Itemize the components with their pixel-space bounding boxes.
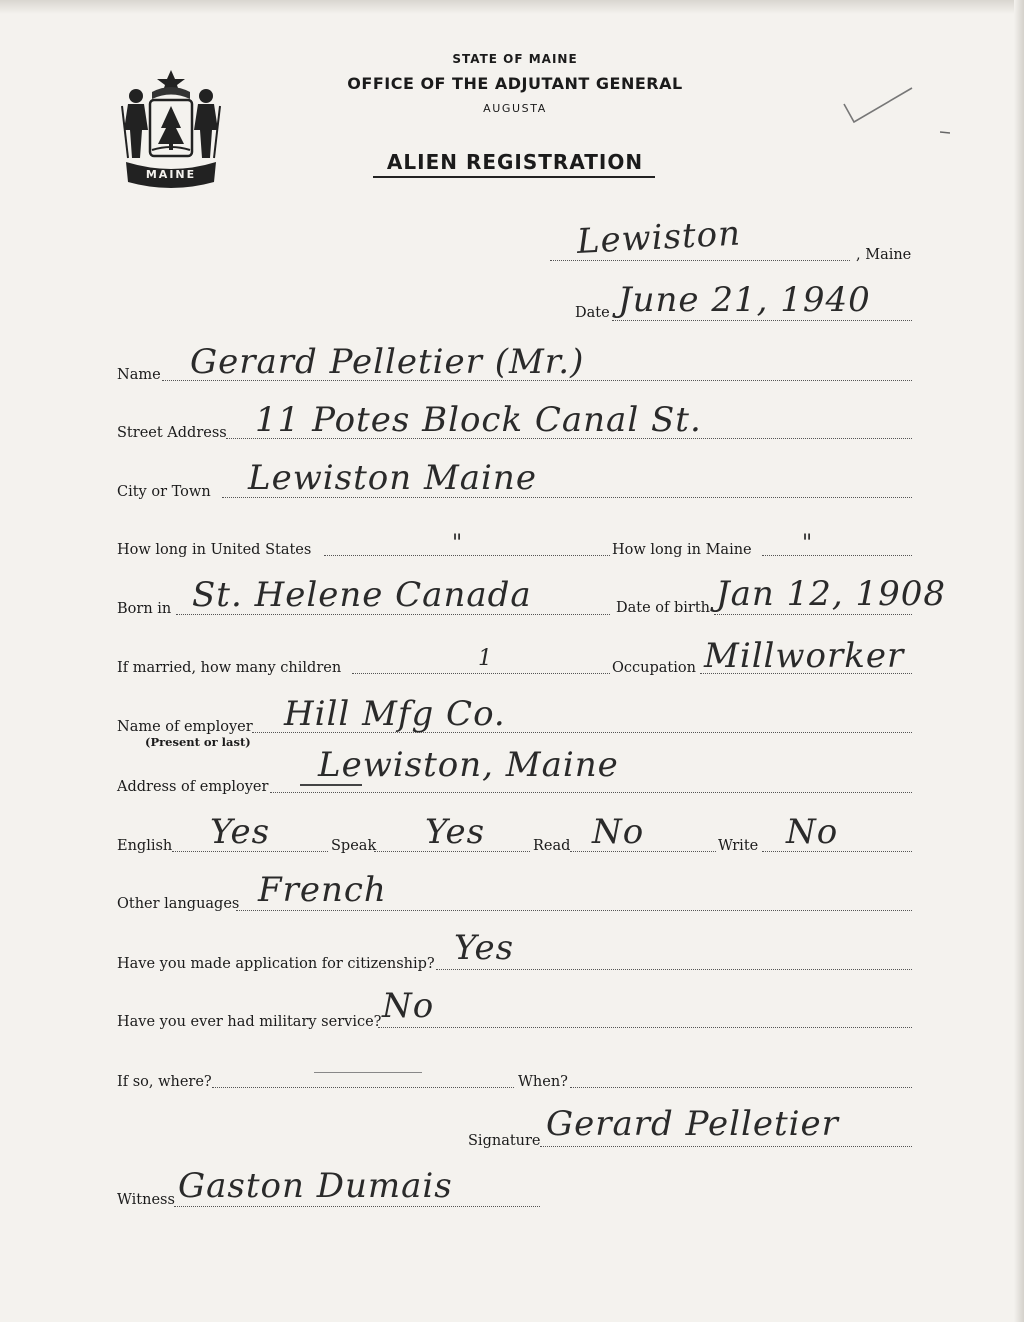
street-entry: 11 Potes Block Canal St. bbox=[255, 400, 702, 440]
ink-speck bbox=[940, 130, 950, 134]
read-label: Read bbox=[533, 838, 571, 854]
date-of-birth-label: Date of birth bbox=[616, 600, 711, 616]
place-suffix-label: , Maine bbox=[856, 247, 912, 263]
how-long-us-label: How long in United States bbox=[117, 542, 312, 558]
how-long-us-line bbox=[324, 555, 610, 556]
how-long-maine-label: How long in Maine bbox=[612, 542, 752, 558]
signature-entry: Gerard Pelletier bbox=[546, 1104, 839, 1144]
occupation-label: Occupation bbox=[612, 660, 696, 676]
form-title: ALIEN REGISTRATION bbox=[386, 150, 644, 174]
signature-label: Signature bbox=[468, 1133, 541, 1149]
where-blank-stroke bbox=[314, 1072, 422, 1073]
citizenship-line bbox=[436, 969, 912, 970]
employer-entry: Hill Mfg Co. bbox=[284, 694, 506, 734]
where-line bbox=[212, 1087, 514, 1088]
scan-edge-top bbox=[0, 0, 1024, 14]
city-label: City or Town bbox=[117, 484, 211, 500]
street-label: Street Address bbox=[117, 425, 227, 441]
scan-edge-right bbox=[1014, 0, 1024, 1322]
place-entry: Lewiston bbox=[575, 213, 742, 262]
witness-line bbox=[174, 1206, 540, 1207]
header-office: OFFICE OF THE ADJUTANT GENERAL bbox=[347, 74, 683, 93]
born-in-entry: St. Helene Canada bbox=[192, 575, 532, 615]
svg-text:MAINE: MAINE bbox=[145, 168, 197, 181]
married-children-entry: 1 bbox=[478, 646, 493, 671]
name-label: Name bbox=[117, 367, 161, 383]
citizenship-label: Have you made application for citizenship? bbox=[117, 956, 435, 972]
signature-line bbox=[540, 1146, 912, 1147]
occupation-entry: Millworker bbox=[704, 636, 905, 676]
write-label: Write bbox=[718, 838, 759, 854]
employer-address-entry: Lewiston, Maine bbox=[318, 745, 619, 785]
married-children-line bbox=[352, 673, 610, 674]
employer-note: (Present or last) bbox=[145, 735, 251, 749]
date-entry: June 21, 1940 bbox=[618, 280, 871, 320]
witness-label: Witness bbox=[117, 1192, 175, 1208]
write-entry: No bbox=[786, 812, 839, 852]
other-languages-line bbox=[236, 910, 912, 911]
how-long-us-entry: " bbox=[452, 531, 464, 556]
header-state: STATE OF MAINE bbox=[452, 52, 578, 66]
date-label: Date bbox=[575, 305, 610, 321]
when-label: When? bbox=[518, 1074, 568, 1090]
speak-label: Speak bbox=[331, 838, 377, 854]
how-long-maine-entry: " bbox=[802, 531, 814, 556]
other-languages-label: Other languages bbox=[117, 896, 240, 912]
employer-address-line bbox=[270, 792, 912, 793]
header-city: AUGUSTA bbox=[483, 102, 547, 115]
english-entry: Yes bbox=[210, 812, 271, 852]
how-long-maine-line bbox=[762, 555, 912, 556]
employer-label: Name of employer bbox=[117, 719, 253, 735]
name-entry: Gerard Pelletier (Mr.) bbox=[190, 342, 585, 382]
employer-address-label: Address of employer bbox=[117, 779, 269, 795]
other-languages-entry: French bbox=[258, 870, 387, 910]
military-line bbox=[378, 1027, 912, 1028]
married-children-label: If married, how many children bbox=[117, 660, 342, 676]
witness-entry: Gaston Dumais bbox=[178, 1166, 453, 1206]
born-in-label: Born in bbox=[117, 601, 172, 617]
title-underline bbox=[373, 176, 655, 178]
english-label: English bbox=[117, 838, 173, 854]
read-entry: No bbox=[592, 812, 645, 852]
speak-entry: Yes bbox=[425, 812, 486, 852]
date-of-birth-line bbox=[714, 614, 912, 615]
city-entry: Lewiston Maine bbox=[248, 458, 537, 498]
military-label: Have you ever had military service? bbox=[117, 1014, 382, 1030]
when-line bbox=[570, 1087, 912, 1088]
where-label: If so, where? bbox=[117, 1074, 212, 1090]
military-entry: No bbox=[382, 986, 435, 1026]
date-line bbox=[612, 320, 912, 321]
citizenship-entry: Yes bbox=[454, 928, 515, 968]
date-of-birth-entry: Jan 12, 1908 bbox=[716, 574, 947, 614]
